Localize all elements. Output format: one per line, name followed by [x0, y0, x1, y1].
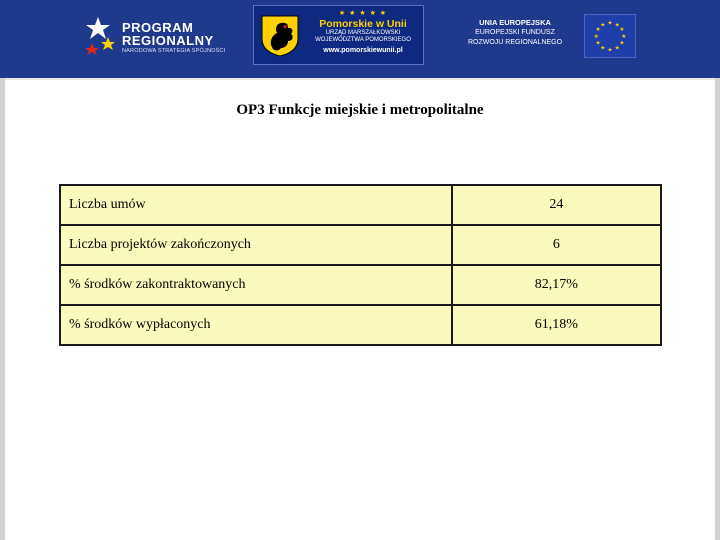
header-banner	[0, 0, 720, 78]
program-logo-line1: PROGRAM	[122, 20, 194, 35]
row-label: % środków zakontraktowanych	[60, 265, 452, 305]
svg-text:★: ★	[595, 40, 601, 47]
eu-logo	[460, 14, 640, 60]
table-row	[60, 305, 661, 345]
table-row	[60, 185, 661, 225]
svg-text:★: ★	[595, 27, 601, 34]
table-row	[60, 265, 661, 305]
program-regionalny-text	[122, 21, 225, 55]
svg-text:★: ★	[593, 33, 599, 40]
eu-logo-line3: ROZWOJU REGIONALNEGO	[467, 39, 563, 46]
eu-logo-line2: EUROPEJSKI FUNDUSZ	[475, 29, 555, 36]
row-value: 61,18%	[452, 305, 661, 345]
statistics-table	[59, 184, 662, 346]
pomorskie-logo-line2: WOJEWÓDZTWA POMORSKIEGO	[315, 37, 411, 43]
program-logo-line2: REGIONALNY	[122, 33, 214, 48]
svg-text:★: ★	[607, 47, 613, 54]
eu-logo-text	[460, 18, 570, 48]
row-value: 82,17%	[452, 265, 661, 305]
program-logo-subtitle: NARODOWA STRATEGIA SPÓJNOŚCI	[122, 48, 226, 54]
pomorskie-logo-url: www.pomorskiewunii.pl	[323, 47, 403, 54]
pomorskie-logo-line1: URZĄD MARSZAŁKOWSKI	[325, 30, 401, 36]
row-value: 24	[452, 185, 661, 225]
row-label: Liczba umów	[60, 185, 452, 225]
row-value: 6	[452, 225, 661, 265]
svg-text:★: ★	[600, 45, 606, 52]
svg-text:★: ★	[614, 22, 620, 29]
stars-icon: ★ ★ ★ ★ ★	[338, 10, 388, 17]
eu-logo-line1: UNIA EUROPEJSKA	[479, 18, 551, 27]
griffin-coat-of-arms-icon	[261, 15, 299, 57]
pomorskie-logo-title: Pomorskie w Unii	[319, 18, 407, 30]
pomorskie-logo-text	[304, 10, 422, 56]
svg-text:★: ★	[619, 27, 625, 34]
program-regionalny-star-icon	[84, 15, 118, 55]
svg-text:★: ★	[607, 20, 613, 27]
program-regionalny-logo	[80, 12, 230, 60]
svg-text:★: ★	[619, 40, 625, 47]
eu-flag-icon	[584, 14, 636, 58]
svg-text:★: ★	[614, 45, 620, 52]
table-row	[60, 225, 661, 265]
svg-text:★: ★	[600, 22, 606, 29]
pomorskie-w-unii-logo	[253, 5, 424, 65]
svg-text:★: ★	[621, 33, 627, 40]
row-label: % środków wypłaconych	[60, 305, 452, 345]
row-label: Liczba projektów zakończonych	[60, 225, 452, 265]
page-title: OP3 Funkcje miejskie i metropolitalne	[236, 102, 484, 118]
